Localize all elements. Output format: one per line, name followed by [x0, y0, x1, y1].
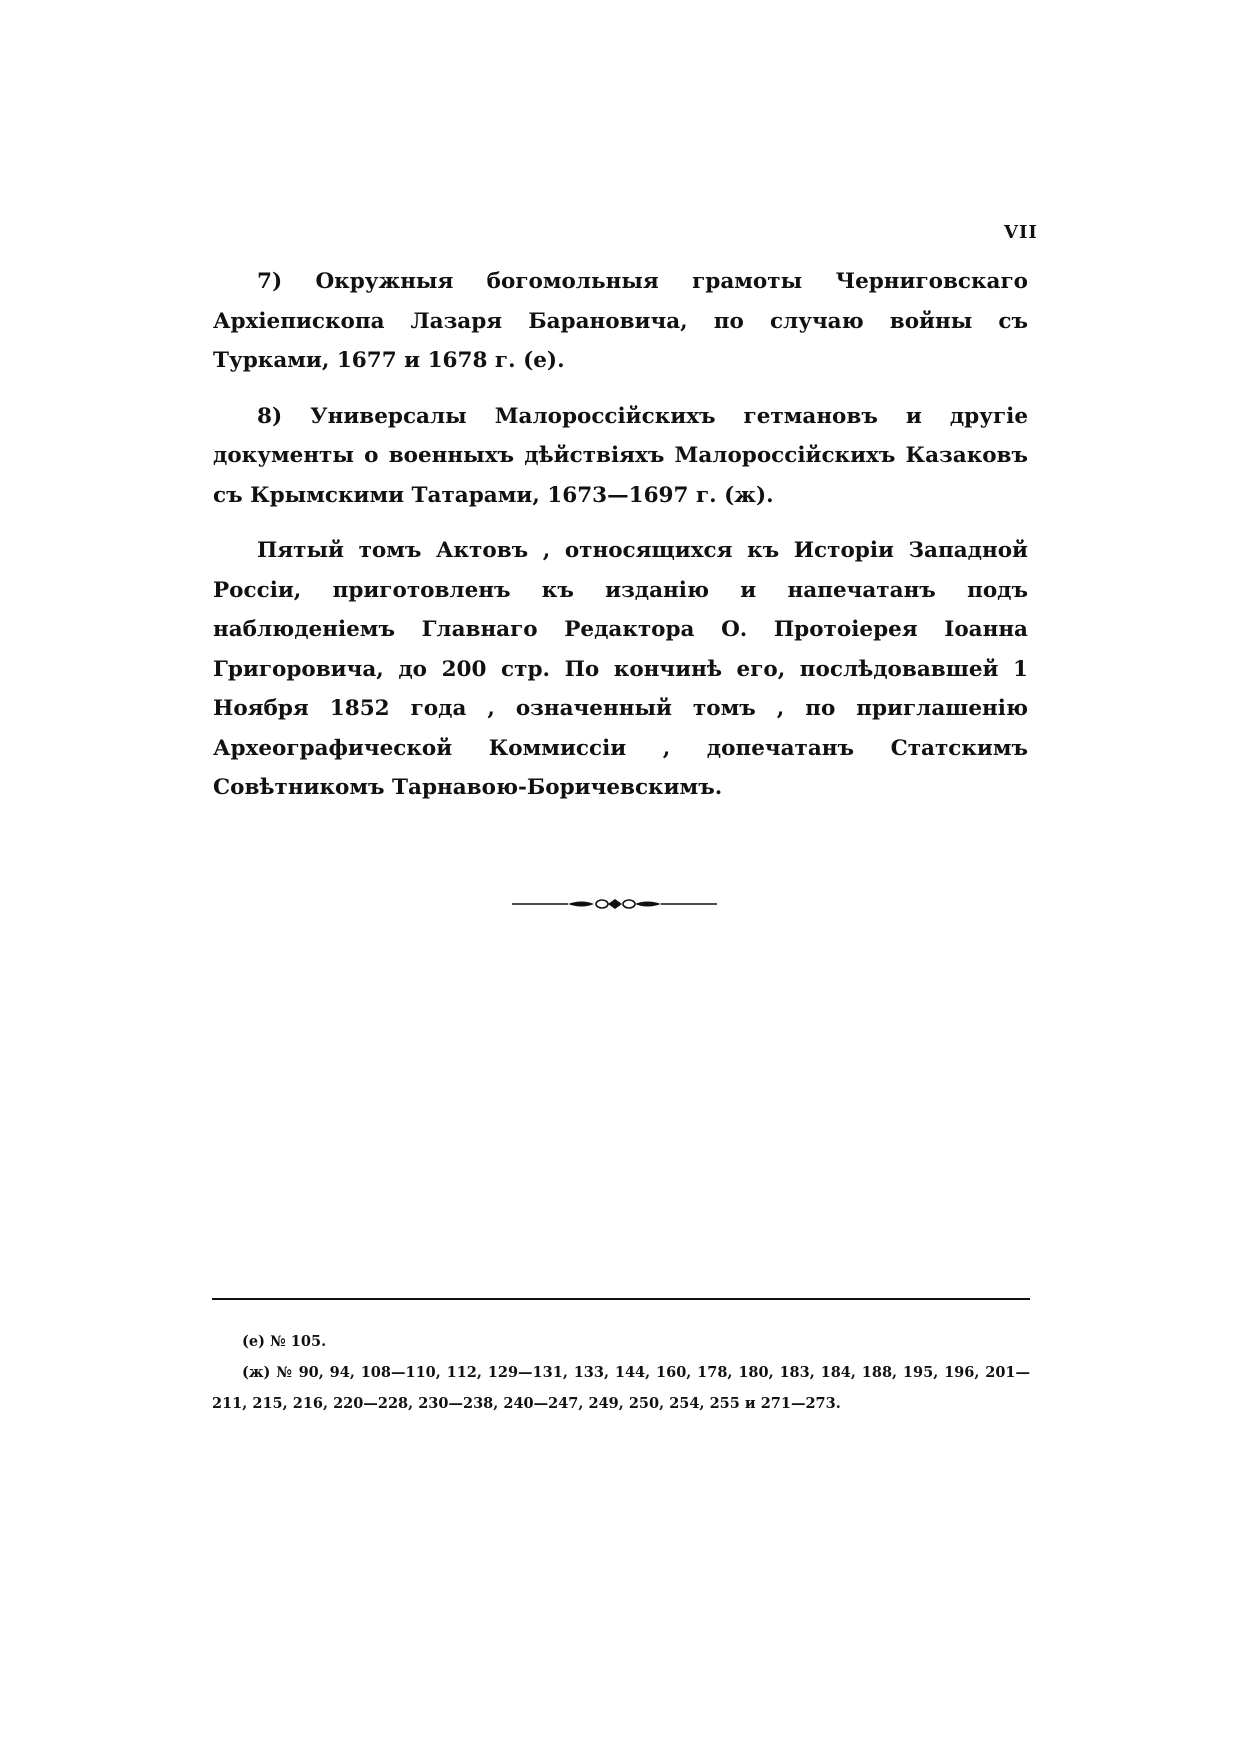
footnote-e: (е) № 105. — [242, 1333, 327, 1350]
paragraph-item-7: 7) Окружныя богомольныя грамоты Черниговскаго Архіепископа Лазаря Барановича, по случаю войны съ Турками, 1677 и 1678 г. (е). — [213, 269, 1028, 373]
main-text — [213, 262, 1028, 824]
footnotes — [212, 1326, 1030, 1419]
paragraph-item-8: 8) Универсалы Малороссійскихъ гетмановъ и другіе документы о военныхъ дѣйствіяхъ Малороссійскихъ Казаковъ съ Крымскими Татарами, 1673—1697 г. (ж). — [213, 403, 1028, 508]
footnote-separator — [212, 1298, 1030, 1300]
footnote-zh: (ж) № 90, 94, 108—110, 112, 129—131, 133, 144, 160, 178, 180, 183, 184, 188, 195, 196, 201—211, 215, 216, 220—228, 230—238, 240—247, 249, 250, 254, 255 и 271—273. — [212, 1364, 1030, 1412]
page-number: VII — [1004, 222, 1038, 243]
paragraph-volume-note: Пятый томъ Актовъ , относящихся къ Исторіи Западной Россіи, приготовленъ къ изданію и напечатанъ подъ наблюденіемъ Главнаго Редактора О. Протоіерея Іоанна Григоровича, до 200 стр. По кончинѣ его, послѣдовавшей 1 Ноября 1852 года , означенный томъ , по приглашенію Археографической Коммиссіи , допечатанъ Статскимъ Совѣтникомъ Тарнавою-Боричевскимъ. — [213, 538, 1028, 800]
ornament-divider-icon — [512, 896, 717, 912]
